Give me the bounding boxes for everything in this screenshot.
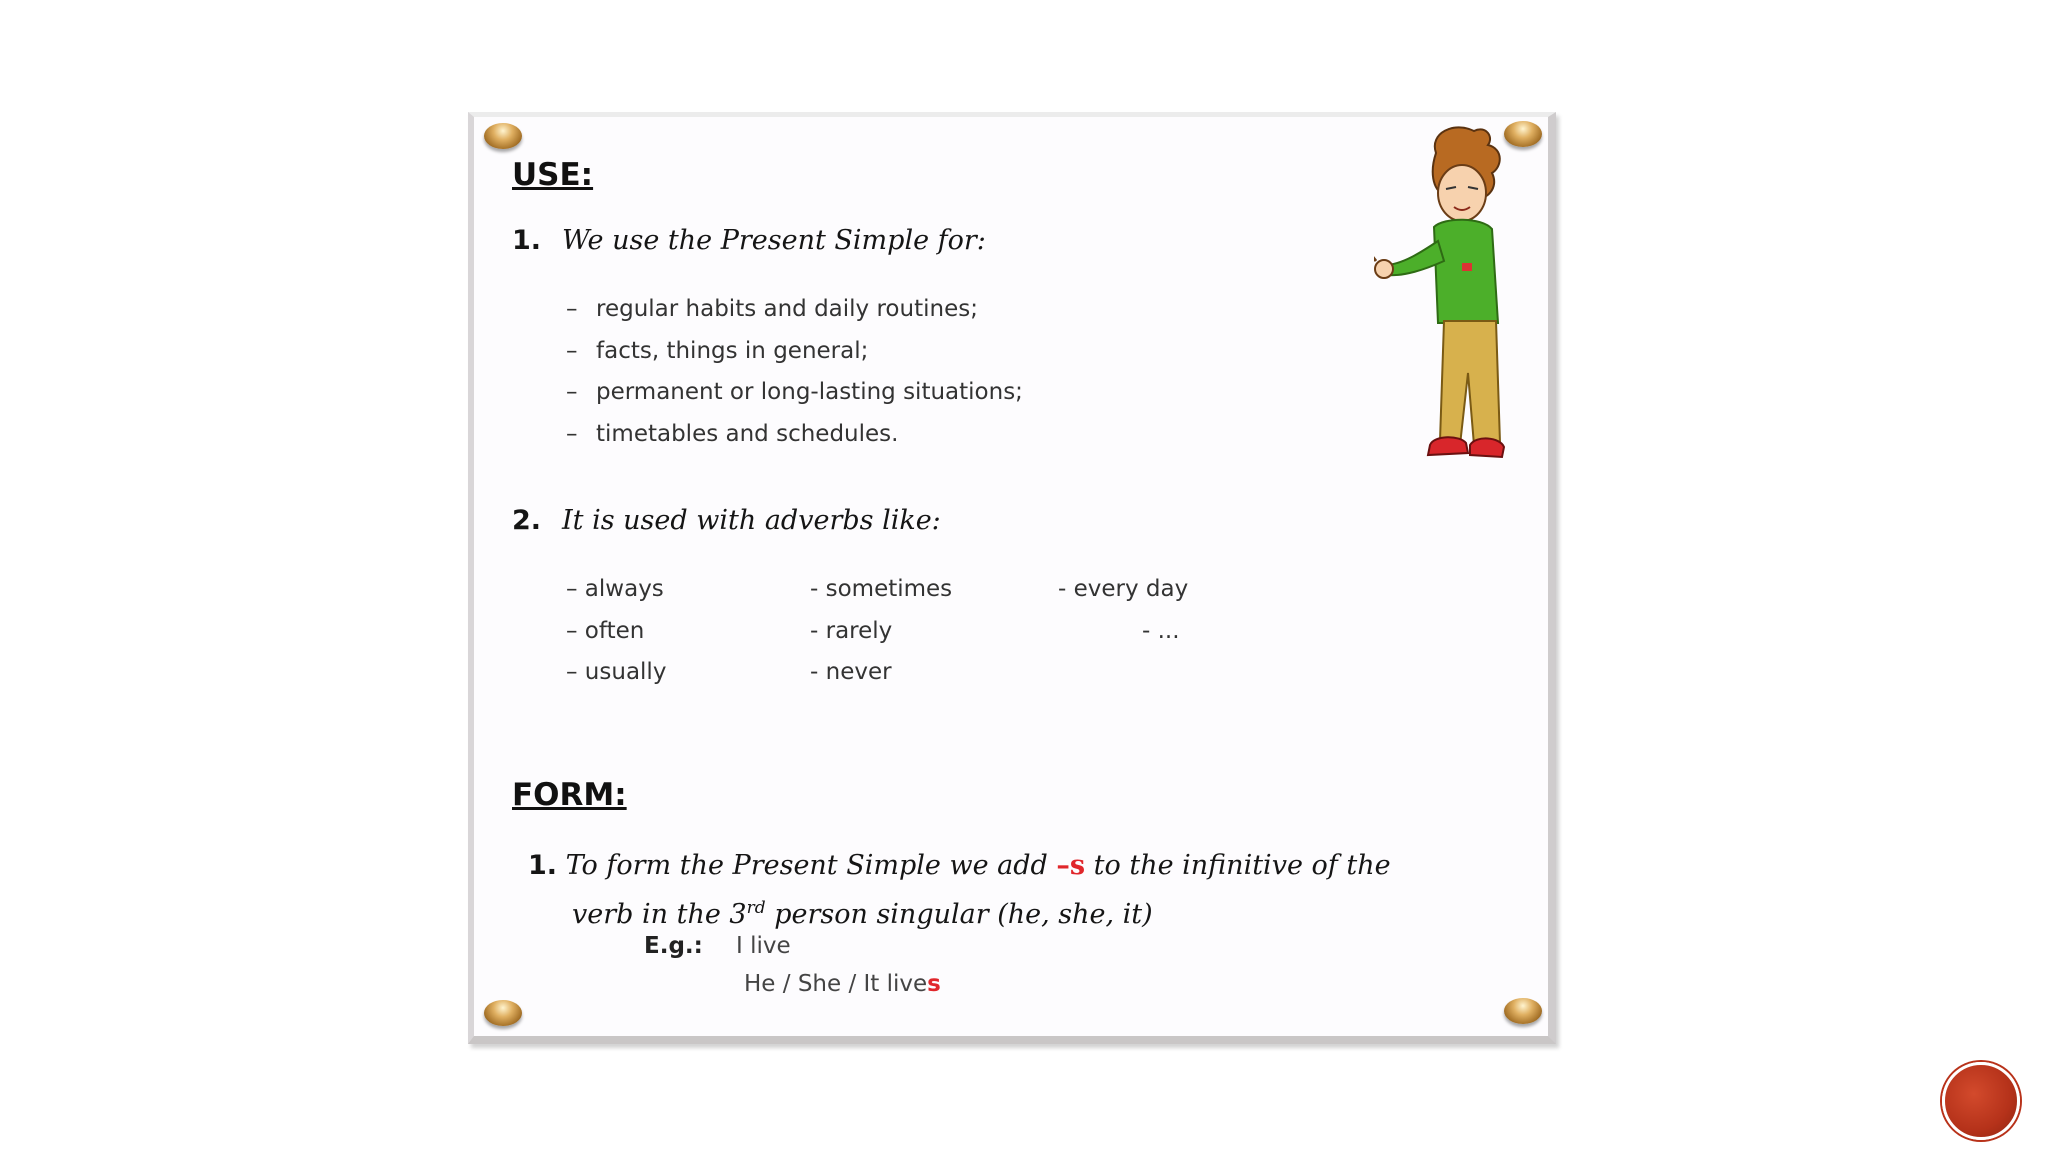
suffix-highlight: s [927,971,941,997]
use-item-2 [512,505,941,536]
list-item: - every day [1058,576,1189,602]
form-rule [528,844,1518,936]
adverbs-column-2 [810,569,952,694]
adverbs-column-3 [1058,569,1188,652]
list-item: – often [566,617,645,644]
use-heading: USE: [512,157,594,193]
example-1: I live [736,933,791,959]
pinned-board [468,112,1556,1044]
use-item-1-number: 1. [512,225,542,256]
list-item: - rarely [810,617,893,644]
list-item: – usually [566,659,667,685]
form-rule-number: 1. [528,850,558,881]
form-heading: FORM: [512,777,627,813]
list-item: – facts, things in general; [566,337,869,364]
use-bullet-list [566,289,1023,455]
list-item: - never [810,659,892,685]
list-item: – permanent or long-lasting situations; [566,379,1023,405]
use-item-1-text: We use the Present Simple for: [562,225,986,256]
list-item: - sometimes [810,576,953,602]
list-item: - ... [1142,617,1180,644]
use-item-1 [512,225,986,256]
pointing-boy-icon [1374,123,1534,473]
form-rule-line-2: verb in the 3rd person singular (he, she, it) [572,898,1153,930]
list-item: – always [566,576,664,602]
form-rule-line-1: 1. To form the Present Simple we add –s to the infinitive of the [528,850,1391,881]
suffix-highlight: –s [1056,850,1086,881]
use-item-2-number: 2. [512,505,542,536]
example-2: He / She / It lives [744,971,941,997]
pin-icon [484,123,522,149]
use-item-2-text: It is used with adverbs like: [562,505,941,536]
next-slide-button[interactable] [1942,1062,2020,1140]
list-item: – regular habits and daily routines; [566,296,978,322]
pin-icon [484,1000,522,1026]
adverbs-column-1 [566,569,666,694]
example-label: E.g.: [644,933,703,959]
pin-icon [1504,998,1542,1024]
list-item: – timetables and schedules. [566,420,899,447]
